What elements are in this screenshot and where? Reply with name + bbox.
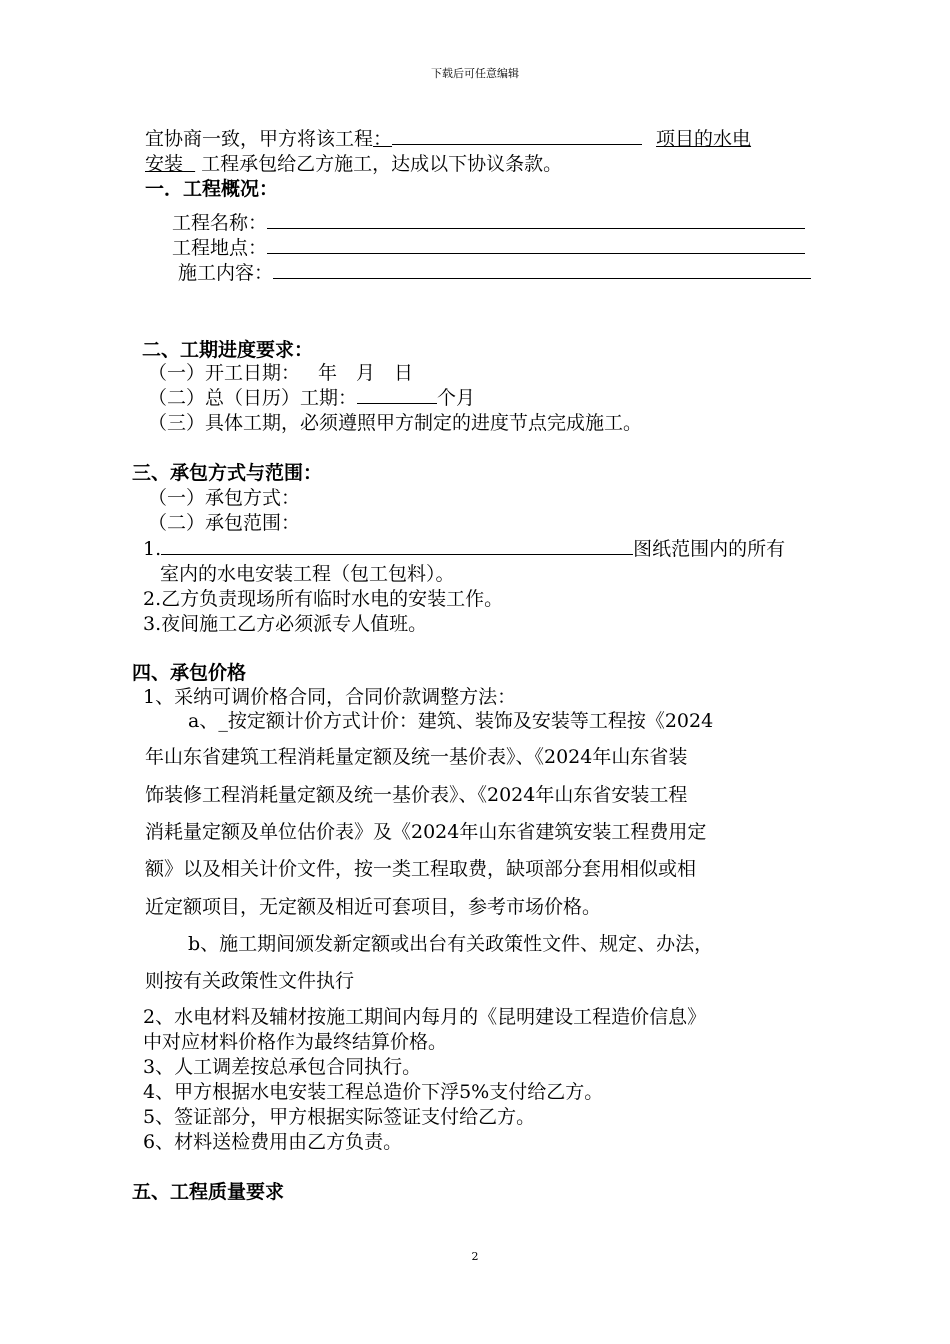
price-item-b-line-2: 则按有关政策性文件执行 [145, 970, 355, 992]
price-item-a-line-5: 额》以及相关计价文件，按一类工程取费，缺项部分套用相似或相 [145, 858, 697, 880]
price-item-2-line-2: 中对应材料价格作为最终结算价格。 [143, 1031, 448, 1053]
start-date-label: （一）开工日期： [148, 362, 301, 384]
field-blank-line [267, 211, 805, 229]
price-item-4: 4、甲方根据水电安装工程总造价下浮5%支付给乙方。 [143, 1081, 604, 1103]
price-item-a-line-1: a、_按定额计价方式计价：建筑、装饰及安装等工程按《2024 [188, 710, 714, 732]
section-3-title: 三、承包方式与范围： [132, 462, 323, 484]
field-project-location [172, 236, 805, 260]
field-label: 工程地点： [172, 237, 268, 259]
price-item-1: 1、采纳可调价格合同，合同价款调整方法： [143, 686, 517, 708]
intro-colon: ： [373, 128, 393, 150]
section-1-title: 一．工程概况： [145, 178, 279, 200]
price-item-3: 3、人工调差按总承包合同执行。 [143, 1056, 422, 1078]
scope-item-2: 2.乙方负责现场所有临时水电的安装工作。 [143, 588, 504, 610]
price-item-2-line-1: 2、水电材料及辅材按施工期间内每月的《昆明建设工程造价信息》 [143, 1006, 707, 1028]
price-item-a-line-4: 消耗量定额及单位估价表》及《2024年山东省建筑安装工程费用定 [145, 821, 707, 843]
intro-suffix: 项目的水电 [656, 128, 752, 150]
scope-item-1 [143, 537, 785, 561]
section-4-title: 四、承包价格 [132, 662, 247, 684]
field-label: 施工内容： [178, 262, 274, 284]
section-5-title: 五、工程质量要求 [132, 1181, 285, 1203]
price-item-6: 6、材料送检费用由乙方负责。 [143, 1131, 403, 1153]
price-item-a-line-2: 年山东省建筑工程消耗量定额及统一基价表》、《2024年山东省装 [145, 746, 688, 768]
schedule-requirement: （三）具体工期，必须遵照甲方制定的进度节点完成施工。 [148, 412, 643, 434]
intro-line-2-text: 工程承包给乙方施工，达成以下协议条款。 [201, 153, 563, 175]
intro-line-1 [145, 127, 751, 151]
duration-unit: 个月 [437, 387, 476, 409]
field-project-name [172, 211, 805, 235]
duration-line [148, 386, 475, 410]
intro-underlined-word: 安装 [145, 153, 184, 175]
scope-blank [161, 537, 633, 555]
duration-label: （二）总（日历）工期： [148, 387, 358, 409]
intro-text: 宜协商一致，甲方将该工程 [145, 128, 374, 150]
start-date-line [148, 361, 413, 385]
contract-method: （一）承包方式： [148, 487, 301, 509]
intro-line-2 [145, 152, 562, 176]
scope-item-3: 3.夜间施工乙方必须派专人值班。 [143, 613, 428, 635]
section-2-title: 二、工期进度要求： [142, 339, 314, 361]
price-item-a-line-3: 饰装修工程消耗量定额及统一基价表》、《2024年山东省安装工程 [145, 784, 688, 806]
price-item-a-line-6: 近定额项目，无定额及相近可套项目，参考市场价格。 [145, 896, 602, 918]
duration-blank [357, 386, 437, 404]
start-date-value: 年 月 日 [318, 362, 414, 384]
contract-scope: （二）承包范围： [148, 512, 301, 534]
price-item-5: 5、签证部分，甲方根据实际签证支付给乙方。 [143, 1106, 536, 1128]
scope-item-1-continued: 室内的水电安装工程（包工包料）。 [160, 563, 455, 585]
scope-item-1-tail: 图纸范围内的所有 [633, 538, 786, 560]
scope-item-number: 1. [143, 538, 162, 560]
field-label: 工程名称： [172, 212, 268, 234]
project-name-blank [392, 127, 642, 145]
field-blank-line [267, 236, 805, 254]
price-item-b-line-1: b、施工期间颁发新定额或出台有关政策性文件、规定、办法， [188, 933, 714, 955]
field-construction-content [178, 261, 811, 285]
field-blank-line [273, 261, 811, 279]
page-header-note: 下载后可任意编辑 [431, 67, 519, 80]
page-number: 2 [471, 1250, 479, 1263]
